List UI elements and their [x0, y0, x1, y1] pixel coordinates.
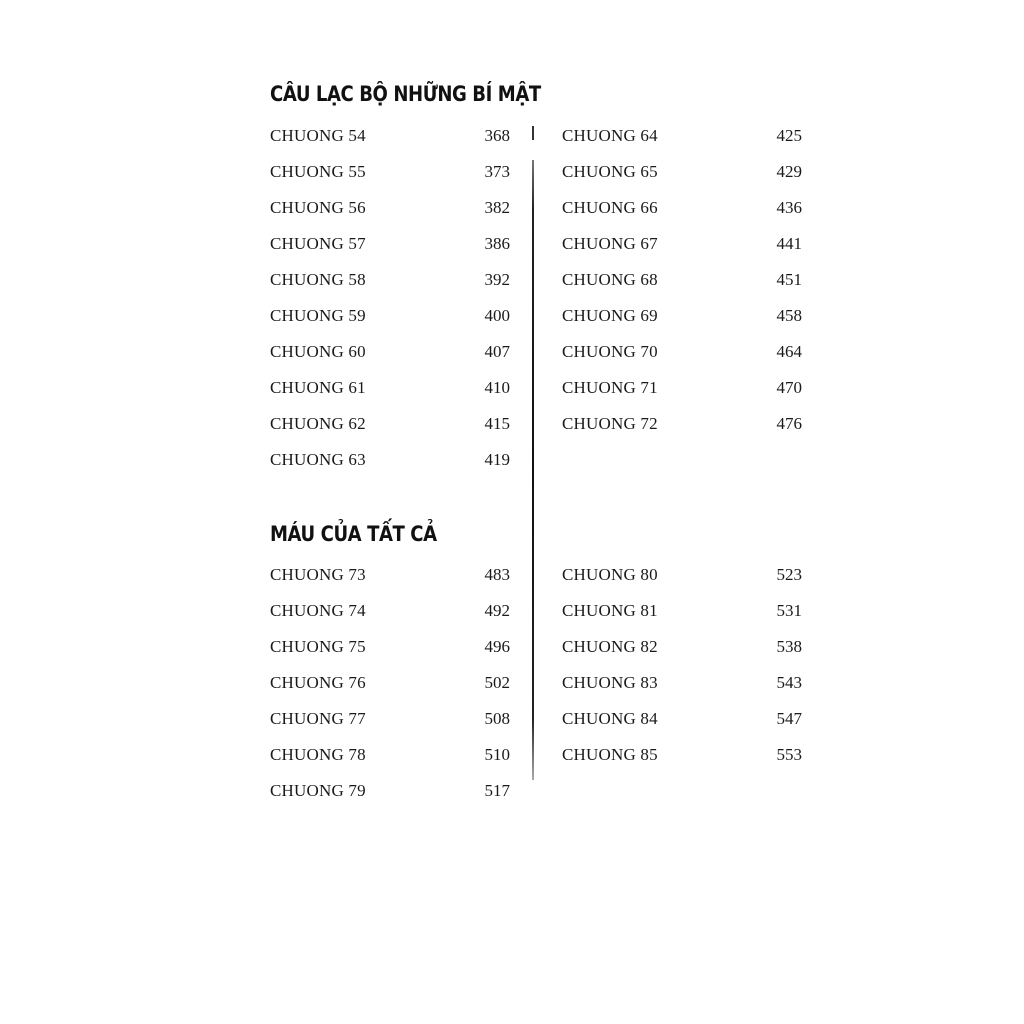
chapter-label: CHUONG 61 — [270, 378, 366, 397]
chapter-label: CHUONG 75 — [270, 637, 366, 656]
page-number: 464 — [776, 342, 802, 361]
page-number: 531 — [776, 601, 802, 620]
chapter-label: CHUONG 83 — [562, 673, 658, 692]
chapter-label: CHUONG 85 — [562, 745, 658, 764]
chapter-label: CHUONG 64 — [562, 126, 658, 145]
page-number: 502 — [484, 673, 510, 692]
toc-entry — [562, 126, 802, 162]
chapter-label: CHUONG 62 — [270, 414, 366, 433]
chapter-label: CHUONG 68 — [562, 270, 658, 289]
page-number: 476 — [776, 414, 802, 433]
page-number: 553 — [776, 745, 802, 764]
page-number: 419 — [484, 450, 510, 469]
chapter-label: CHUONG 58 — [270, 270, 366, 289]
page-number: 429 — [776, 162, 802, 181]
toc-entry — [562, 162, 802, 198]
page-number: 373 — [484, 162, 510, 181]
chapter-label: CHUONG 55 — [270, 162, 366, 181]
section-title-mau-cua-tat-ca: MÁU CỦA TẤT CẢ — [270, 522, 437, 546]
toc-entry — [270, 565, 510, 601]
toc-entry — [562, 709, 802, 745]
toc-entry — [270, 781, 510, 817]
page-number: 483 — [484, 565, 510, 584]
chapter-label: CHUONG 71 — [562, 378, 658, 397]
page-number: 400 — [484, 306, 510, 325]
page-number: 407 — [484, 342, 510, 361]
toc-entry — [562, 306, 802, 342]
chapter-label: CHUONG 84 — [562, 709, 658, 728]
toc-entry — [270, 342, 510, 378]
page-number: 496 — [484, 637, 510, 656]
chapter-label: CHUONG 59 — [270, 306, 366, 325]
page-number: 510 — [484, 745, 510, 764]
page-number: 392 — [484, 270, 510, 289]
chapter-label: CHUONG 67 — [562, 234, 658, 253]
page-number: 523 — [776, 565, 802, 584]
page-number: 492 — [484, 601, 510, 620]
toc-entry — [562, 637, 802, 673]
toc-entry — [562, 234, 802, 270]
page-number: 470 — [776, 378, 802, 397]
chapter-label: CHUONG 82 — [562, 637, 658, 656]
page-number: 458 — [776, 306, 802, 325]
page-number: 517 — [484, 781, 510, 800]
page-number: 436 — [776, 198, 802, 217]
column-divider-line — [532, 160, 534, 780]
toc-entry — [270, 745, 510, 781]
toc-entry — [562, 601, 802, 637]
page-number: 441 — [776, 234, 802, 253]
chapter-label: CHUONG 72 — [562, 414, 658, 433]
toc-column-left-2 — [270, 565, 510, 817]
page-number: 410 — [484, 378, 510, 397]
chapter-label: CHUONG 80 — [562, 565, 658, 584]
column-divider-mark — [532, 126, 534, 140]
page-number: 538 — [776, 637, 802, 656]
toc-column-right-1 — [562, 126, 802, 450]
chapter-label: CHUONG 81 — [562, 601, 658, 620]
chapter-label: CHUONG 66 — [562, 198, 658, 217]
toc-entry — [270, 126, 510, 162]
toc-entry — [270, 306, 510, 342]
toc-entry — [562, 673, 802, 709]
page-number: 543 — [776, 673, 802, 692]
chapter-label: CHUONG 65 — [562, 162, 658, 181]
toc-entry — [562, 270, 802, 306]
toc-column-right-2 — [562, 565, 802, 781]
toc-entry — [270, 378, 510, 414]
chapter-label: CHUONG 77 — [270, 709, 366, 728]
page-number: 368 — [484, 126, 510, 145]
chapter-label: CHUONG 63 — [270, 450, 366, 469]
section-title-cau-lac-bo: CÂU LẠC BỘ NHỮNG BÍ MẬT — [270, 82, 541, 106]
toc-entry — [270, 637, 510, 673]
page-number: 382 — [484, 198, 510, 217]
page-number: 508 — [484, 709, 510, 728]
toc-entry — [562, 378, 802, 414]
toc-entry — [270, 414, 510, 450]
page-number: 415 — [484, 414, 510, 433]
page-number: 451 — [776, 270, 802, 289]
page-number: 386 — [484, 234, 510, 253]
page-number: 547 — [776, 709, 802, 728]
toc-column-left-1 — [270, 126, 510, 486]
toc-entry — [270, 234, 510, 270]
toc-entry — [270, 270, 510, 306]
chapter-label: CHUONG 70 — [562, 342, 658, 361]
chapter-label: CHUONG 60 — [270, 342, 366, 361]
toc-entry — [562, 198, 802, 234]
toc-entry — [562, 745, 802, 781]
toc-entry — [270, 198, 510, 234]
toc-entry — [270, 450, 510, 486]
chapter-label: CHUONG 79 — [270, 781, 366, 800]
toc-entry — [270, 162, 510, 198]
chapter-label: CHUONG 78 — [270, 745, 366, 764]
chapter-label: CHUONG 54 — [270, 126, 366, 145]
toc-entry — [270, 673, 510, 709]
toc-entry — [270, 709, 510, 745]
chapter-label: CHUONG 57 — [270, 234, 366, 253]
chapter-label: CHUONG 56 — [270, 198, 366, 217]
chapter-label: CHUONG 76 — [270, 673, 366, 692]
toc-entry — [562, 414, 802, 450]
toc-entry — [270, 601, 510, 637]
chapter-label: CHUONG 69 — [562, 306, 658, 325]
chapter-label: CHUONG 74 — [270, 601, 366, 620]
toc-entry — [562, 565, 802, 601]
toc-entry — [562, 342, 802, 378]
page-number: 425 — [776, 126, 802, 145]
chapter-label: CHUONG 73 — [270, 565, 366, 584]
